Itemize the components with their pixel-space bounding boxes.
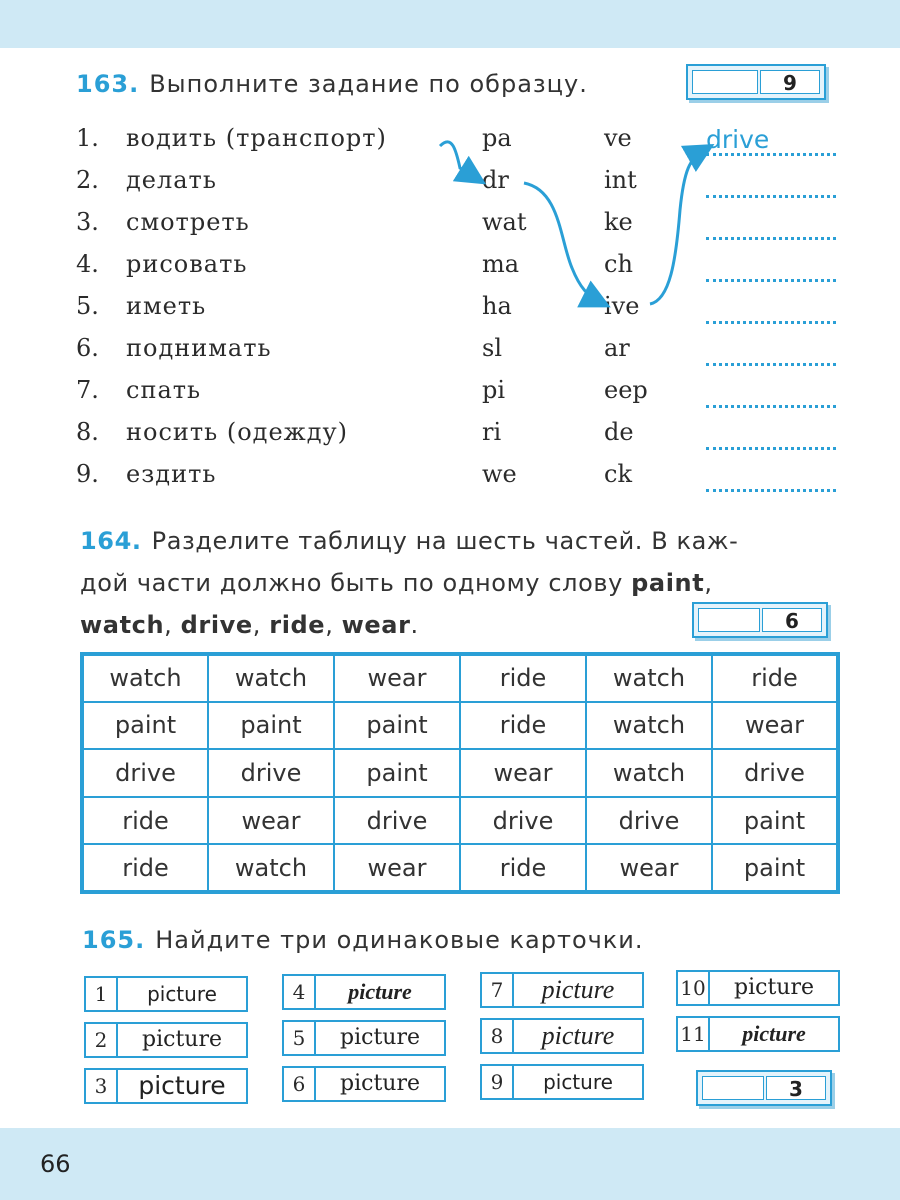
item-number: 6. xyxy=(76,334,99,362)
table-cell[interactable]: watch xyxy=(208,654,334,702)
table-cell[interactable]: watch xyxy=(82,654,208,702)
bottom-band xyxy=(0,1128,900,1200)
table-cell[interactable]: watch xyxy=(586,702,712,750)
table-cell[interactable]: wear xyxy=(334,844,460,892)
item-number: 1. xyxy=(76,124,99,152)
table-cell[interactable]: drive xyxy=(82,749,208,797)
instruction-part: дой части должно быть по одному слову xyxy=(80,569,632,597)
russian-word: рисовать xyxy=(126,250,248,278)
word-part-left: pa xyxy=(482,124,512,152)
picture-card[interactable] xyxy=(84,1068,248,1104)
russian-word: водить (транспорт) xyxy=(126,124,387,152)
table-cell[interactable]: paint xyxy=(712,797,838,845)
instruction-part: Разделите таблицу на шесть частей. В каж- xyxy=(151,527,739,555)
arrow-ive-to-answer xyxy=(650,150,704,304)
word-part-right: ck xyxy=(604,460,632,488)
card-word: picture xyxy=(147,982,217,1006)
exercise-number: 165. xyxy=(82,926,146,954)
table-cell[interactable]: ride xyxy=(460,702,586,750)
page-number: 66 xyxy=(40,1150,71,1178)
keyword-drive: drive xyxy=(180,611,253,639)
item-number: 9. xyxy=(76,460,99,488)
table-cell[interactable]: ride xyxy=(82,797,208,845)
exercise-number: 164. xyxy=(80,527,142,555)
card-number: 2 xyxy=(86,1024,118,1056)
exercise-instruction: Найдите три одинаковые карточки. xyxy=(155,926,644,954)
word-part-left: ma xyxy=(482,250,520,278)
comma: , xyxy=(325,611,334,639)
keyword-paint: paint xyxy=(631,569,705,597)
word-table xyxy=(80,652,840,894)
table-cell[interactable]: ride xyxy=(460,844,586,892)
word-part-left: ha xyxy=(482,292,512,320)
score-value: 9 xyxy=(760,70,820,94)
word-part-right: de xyxy=(604,418,634,446)
text-line-2 xyxy=(80,562,850,604)
card-number: 5 xyxy=(284,1022,316,1054)
picture-card[interactable] xyxy=(676,970,840,1006)
score-value: 6 xyxy=(762,608,822,632)
table-cell[interactable]: ride xyxy=(712,654,838,702)
picture-card[interactable] xyxy=(282,1020,446,1056)
table-cell[interactable]: wear xyxy=(460,749,586,797)
table-cell[interactable]: paint xyxy=(334,749,460,797)
picture-card[interactable] xyxy=(282,1066,446,1102)
word-part-right: ar xyxy=(604,334,630,362)
exercise-instruction: Выполните задание по образцу. xyxy=(149,70,588,98)
item-number: 4. xyxy=(76,250,99,278)
table-cell[interactable]: drive xyxy=(460,797,586,845)
card-word: picture xyxy=(138,1071,226,1100)
period: . xyxy=(410,611,419,639)
word-part-left: we xyxy=(482,460,517,488)
item-number: 5. xyxy=(76,292,99,320)
word-part-right: ke xyxy=(604,208,633,236)
word-part-right: ive xyxy=(604,292,640,320)
picture-card[interactable] xyxy=(676,1016,840,1052)
card-number: 10 xyxy=(678,972,710,1004)
card-number: 4 xyxy=(284,976,316,1008)
picture-card[interactable] xyxy=(84,1022,248,1058)
word-part-left: dr xyxy=(482,166,509,194)
card-number: 3 xyxy=(86,1070,118,1102)
card-word: picture xyxy=(541,975,615,1004)
word-part-left: wat xyxy=(482,208,527,236)
table-cell[interactable]: paint xyxy=(712,844,838,892)
score-value: 3 xyxy=(766,1076,826,1100)
score-empty-cell[interactable] xyxy=(698,608,760,632)
table-cell[interactable]: wear xyxy=(712,702,838,750)
table-cell[interactable]: watch xyxy=(586,749,712,797)
item-number: 2. xyxy=(76,166,99,194)
item-number: 8. xyxy=(76,418,99,446)
table-cell[interactable]: watch xyxy=(586,654,712,702)
comma: , xyxy=(252,611,262,639)
russian-word: ездить xyxy=(126,460,217,488)
russian-word: поднимать xyxy=(126,334,272,362)
card-number: 8 xyxy=(482,1020,514,1052)
picture-card[interactable] xyxy=(480,1064,644,1100)
table-row xyxy=(82,797,838,845)
table-row xyxy=(82,702,838,750)
table-row xyxy=(82,844,838,892)
picture-card[interactable] xyxy=(282,974,446,1010)
card-number: 1 xyxy=(86,978,118,1010)
score-empty-cell[interactable] xyxy=(702,1076,764,1100)
picture-card[interactable] xyxy=(480,972,644,1008)
russian-word: спать xyxy=(126,376,202,404)
word-part-left: ri xyxy=(482,418,502,446)
table-cell[interactable]: paint xyxy=(208,702,334,750)
table-cell[interactable]: wear xyxy=(208,797,334,845)
card-word: picture xyxy=(348,979,412,1004)
table-cell[interactable]: drive xyxy=(586,797,712,845)
card-word: picture xyxy=(340,1071,420,1096)
card-word: picture xyxy=(340,1025,420,1050)
keyword-watch: watch xyxy=(80,611,165,639)
card-word: picture xyxy=(742,1021,806,1046)
picture-card[interactable] xyxy=(84,976,248,1012)
card-number: 11 xyxy=(678,1018,710,1050)
russian-word: делать xyxy=(126,166,217,194)
table-row xyxy=(82,749,838,797)
word-part-right: eep xyxy=(604,376,648,404)
card-number: 6 xyxy=(284,1068,316,1100)
word-part-right: ch xyxy=(604,250,633,278)
card-word: picture xyxy=(541,1021,615,1050)
arrow-dr-to-ive xyxy=(524,183,600,302)
table-cell[interactable]: wear xyxy=(586,844,712,892)
table-cell[interactable]: paint xyxy=(334,702,460,750)
word-part-right: int xyxy=(604,166,637,194)
table-cell[interactable]: ride xyxy=(460,654,586,702)
table-cell[interactable]: paint xyxy=(82,702,208,750)
score-box-164 xyxy=(692,602,828,638)
keyword-wear: wear xyxy=(341,611,411,639)
arrow-1-to-dr xyxy=(440,142,476,178)
table-cell[interactable]: wear xyxy=(334,654,460,702)
picture-card[interactable] xyxy=(480,1018,644,1054)
exercise-165-title xyxy=(82,926,644,954)
score-box-165 xyxy=(696,1070,832,1106)
word-part-left: pi xyxy=(482,376,506,404)
table-cell[interactable]: drive xyxy=(334,797,460,845)
item-number: 3. xyxy=(76,208,99,236)
russian-word: носить (одежду) xyxy=(126,418,348,446)
card-word: picture xyxy=(543,1070,613,1094)
answer-field[interactable]: drive xyxy=(706,130,836,156)
comma: , xyxy=(704,569,713,597)
exercise-number: 163. xyxy=(76,70,140,98)
table-cell[interactable]: ride xyxy=(82,844,208,892)
russian-word: иметь xyxy=(126,292,207,320)
comma: , xyxy=(164,611,173,639)
russian-word: смотреть xyxy=(126,208,250,236)
keyword-ride: ride xyxy=(269,611,326,639)
table-row xyxy=(82,654,838,702)
card-word: picture xyxy=(142,1027,222,1052)
card-word: picture xyxy=(734,975,814,1000)
item-number: 7. xyxy=(76,376,99,404)
table-cell[interactable]: watch xyxy=(208,844,334,892)
table-cell[interactable]: drive xyxy=(208,749,334,797)
card-number: 9 xyxy=(482,1066,514,1098)
word-part-left: sl xyxy=(482,334,502,362)
card-number: 7 xyxy=(482,974,514,1006)
word-part-right: ve xyxy=(604,124,632,152)
table-cell[interactable]: drive xyxy=(712,749,838,797)
text-line-1 xyxy=(80,520,850,562)
